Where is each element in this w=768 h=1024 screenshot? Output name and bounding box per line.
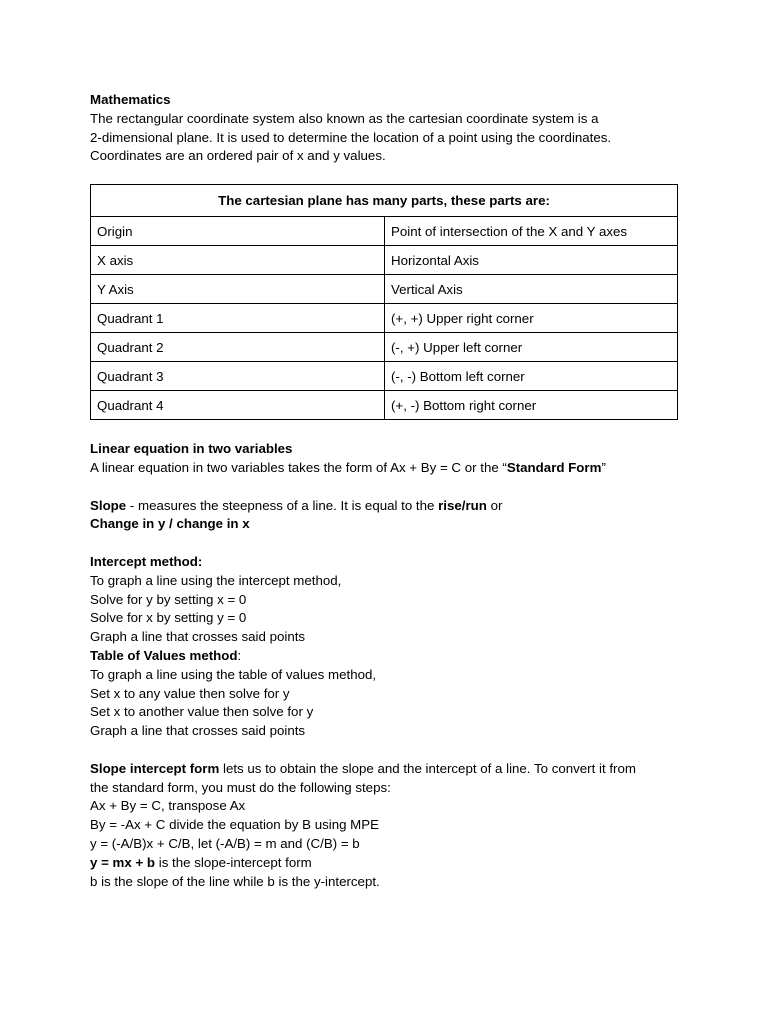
part-description: Point of intersection of the X and Y axes — [385, 217, 678, 246]
part-name: Quadrant 4 — [91, 391, 385, 420]
table-of-values-colon: : — [237, 647, 242, 663]
section-title-linear: Linear equation in two variables — [90, 441, 293, 457]
part-name: Origin — [91, 217, 385, 246]
table-row — [91, 333, 678, 362]
intercept-step: To graph a line using the intercept method, — [90, 572, 342, 588]
conversion-step: y = (-A/B)x + C/B, let (-A/B) = m and (C/B) = b — [90, 835, 360, 851]
intro-line: Coordinates are an ordered pair of x and y values. — [90, 148, 386, 164]
table-header: The cartesian plane has many parts, these parts are: — [91, 185, 678, 217]
rise-run-term: rise/run — [438, 497, 487, 513]
slope-or: or — [486, 497, 503, 513]
slope-intercept-last-line: b is the slope of the line while b is the y-intercept. — [90, 873, 380, 889]
standard-form-term: Standard Form — [506, 459, 602, 475]
part-description: (-, -) Bottom left corner — [385, 362, 678, 391]
table-row — [91, 304, 678, 333]
table-header-row — [91, 185, 678, 217]
slope-intercept-text: lets us to obtain the slope and the intercept of a line. To convert it from — [219, 760, 636, 776]
section-title-intercept: Intercept method: — [90, 553, 203, 569]
table-row — [91, 275, 678, 304]
linear-text — [90, 459, 680, 478]
intro-line: The rectangular coordinate system also known as the cartesian coordinate system is a — [90, 110, 599, 126]
change-in-y-term: Change in y / change in x — [90, 516, 250, 532]
part-name: Quadrant 1 — [91, 304, 385, 333]
conversion-step: Ax + By = C, transpose Ax — [90, 798, 246, 814]
table-row — [91, 246, 678, 275]
cartesian-parts-table — [90, 184, 678, 420]
intro-line: 2-dimensional plane. It is used to determine the location of a point using the coordinates. — [90, 129, 612, 145]
table-of-values-step: Graph a line that crosses said points — [90, 723, 306, 739]
table-of-values-term: Table of Values method — [90, 647, 238, 663]
part-name: Quadrant 2 — [91, 333, 385, 362]
part-description: Vertical Axis — [385, 275, 678, 304]
table-of-values-step: Set x to another value then solve for y — [90, 704, 314, 720]
slope-intercept-term: Slope intercept form — [90, 760, 220, 776]
slope-intercept-formula-line — [90, 854, 680, 873]
intercept-step: Solve for x by setting y = 0 — [90, 610, 247, 626]
slope-intercept-formula: y = mx + b — [90, 854, 156, 870]
heading-mathematics: Mathematics — [90, 92, 171, 107]
conversion-step: By = -Ax + C divide the equation by B using MPE — [90, 817, 379, 833]
table-of-values-step: To graph a line using the table of values method, — [90, 666, 377, 682]
table-row — [91, 362, 678, 391]
linear-text-post: ” — [601, 459, 606, 475]
part-name: Quadrant 3 — [91, 362, 385, 391]
intercept-step: Graph a line that crosses said points — [90, 629, 306, 645]
document-body — [90, 91, 680, 891]
table-row — [91, 217, 678, 246]
intercept-step: Solve for y by setting x = 0 — [90, 591, 247, 607]
part-description: (+, +) Upper right corner — [385, 304, 678, 333]
part-description: (-, +) Upper left corner — [385, 333, 678, 362]
section-title-table-of-values — [90, 647, 680, 666]
slope-intercept-formula-text: is the slope-intercept form — [155, 854, 312, 870]
slope-intercept-text-2: the standard form, you must do the following steps: — [90, 779, 391, 795]
table-of-values-step: Set x to any value then solve for y — [90, 685, 290, 701]
slope-term: Slope — [90, 497, 127, 513]
part-description: Horizontal Axis — [385, 246, 678, 275]
part-name: Y Axis — [91, 275, 385, 304]
part-name: X axis — [91, 246, 385, 275]
linear-text-pre: A linear equation in two variables takes the form of Ax + By = C or the “ — [90, 459, 507, 475]
part-description: (+, -) Bottom right corner — [385, 391, 678, 420]
slope-definition — [90, 497, 680, 516]
slope-text: - measures the steepness of a line. It is equal to the — [126, 497, 439, 513]
table-row — [91, 391, 678, 420]
slope-intercept-intro — [90, 760, 680, 779]
